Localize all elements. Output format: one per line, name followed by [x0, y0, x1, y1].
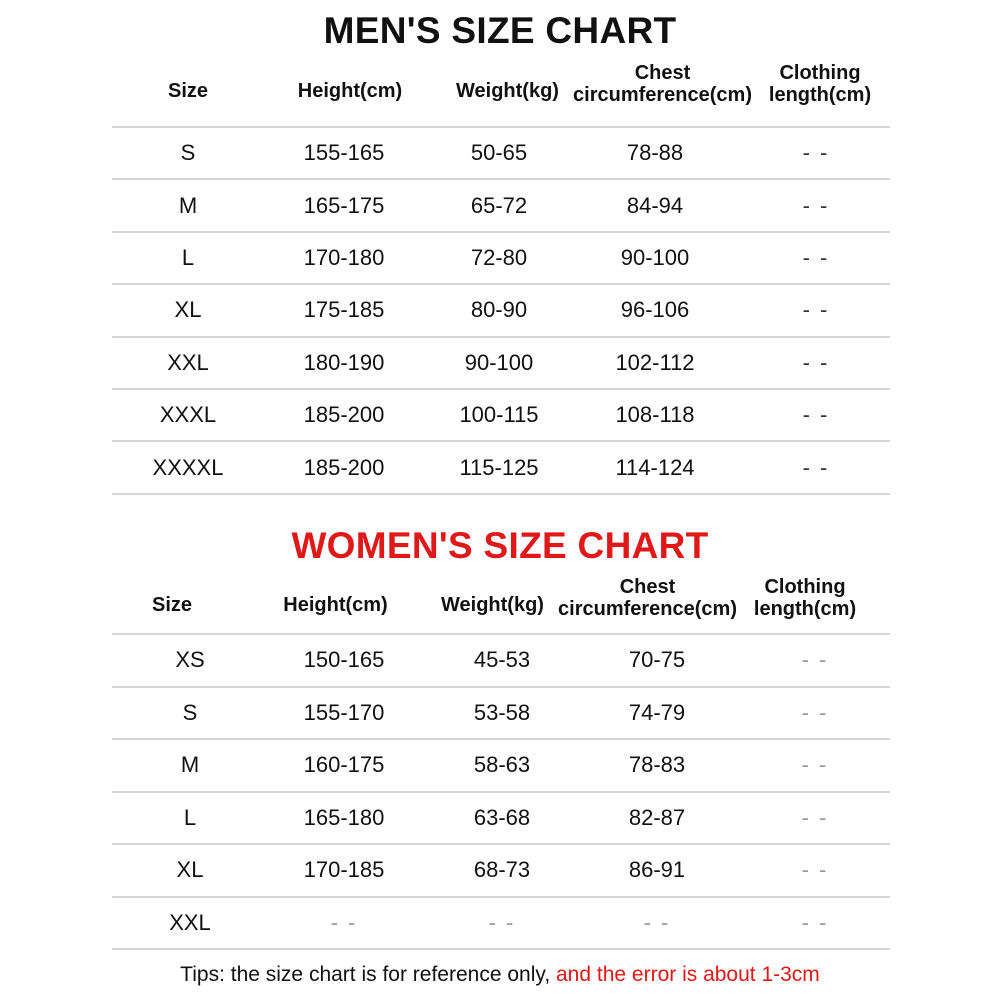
women-chart-title: WOMEN'S SIZE CHART: [291, 525, 709, 566]
men-cell-height: 175-185: [303, 297, 385, 323]
men-cell-size: XXXL: [159, 402, 217, 428]
women-cell-height: 160-175: [303, 752, 385, 778]
men-cell-weight: 65-72: [470, 192, 528, 218]
men-cell-size: XXL: [167, 349, 209, 375]
men-cell-height: 155-165: [303, 140, 385, 166]
men-header-size: Size: [167, 80, 209, 102]
row-divider: [112, 948, 890, 950]
men-cell-length: - -: [802, 349, 830, 375]
women-cell-weight: 58-63: [473, 752, 531, 778]
women-cell-height: 165-180: [303, 804, 385, 830]
men-cell-size: L: [181, 245, 195, 270]
women-cell-chest: 82-87: [628, 804, 686, 830]
women-cell-size: L: [183, 804, 197, 830]
men-header-chest: [560, 62, 765, 106]
women-cell-length: - -: [801, 909, 829, 935]
tips-note: [0, 963, 1000, 987]
women-cell-weight: 63-68: [473, 804, 531, 830]
women-cell-length: - -: [801, 857, 829, 883]
women-header-height: Height(cm): [283, 594, 388, 616]
women-cell-size: XXL: [169, 909, 211, 935]
men-cell-height: 170-180: [303, 245, 385, 270]
men-header-chest-line1: Chest: [634, 62, 691, 84]
women-cell-chest: - -: [643, 909, 671, 935]
row-divider: [112, 178, 890, 180]
women-cell-length: - -: [801, 699, 829, 725]
men-cell-chest: 114-124: [615, 454, 695, 480]
women-cell-chest: 78-83: [628, 752, 686, 778]
women-header-chest-line2: circumference(cm): [558, 598, 737, 620]
women-cell-length: - -: [801, 804, 829, 830]
row-divider: [112, 791, 890, 793]
men-cell-length: - -: [802, 402, 830, 428]
men-header-divider: [112, 126, 890, 128]
women-cell-size: S: [182, 699, 198, 725]
women-cell-chest: 86-91: [628, 857, 686, 883]
row-divider: [112, 388, 890, 390]
tips-highlight: and the error is about 1-3cm: [556, 963, 820, 986]
men-header-length-line2: length(cm): [768, 84, 872, 106]
men-cell-chest: 78-88: [626, 140, 684, 166]
women-cell-length: - -: [801, 647, 829, 673]
men-header-weight: Weight(kg): [456, 80, 559, 102]
women-cell-height: 150-165: [303, 647, 385, 673]
women-cell-length: - -: [801, 752, 829, 778]
men-cell-chest: 96-106: [620, 297, 690, 323]
men-cell-length: - -: [802, 192, 830, 218]
men-cell-weight: 80-90: [470, 297, 528, 323]
women-cell-chest: 74-79: [628, 699, 686, 725]
men-header-length-line1: Clothing: [779, 62, 861, 84]
men-cell-length: - -: [802, 140, 830, 166]
men-cell-chest: 90-100: [620, 245, 690, 270]
men-cell-height: 165-175: [303, 192, 385, 218]
tips-text: Tips: the size chart is for reference only,: [180, 963, 556, 986]
men-header-height: Height(cm): [297, 80, 403, 102]
women-header-weight: Weight(kg): [441, 594, 544, 616]
row-divider: [112, 493, 890, 495]
row-divider: [112, 440, 890, 442]
men-cell-weight: 100-115: [459, 402, 539, 428]
women-cell-chest: 70-75: [628, 647, 686, 673]
men-cell-height: 185-200: [303, 454, 385, 480]
men-cell-length: - -: [802, 297, 830, 323]
women-cell-size: XL: [176, 857, 204, 883]
men-cell-chest: 102-112: [615, 349, 695, 375]
women-header-size: Size: [151, 594, 193, 616]
men-cell-chest: 108-118: [615, 402, 695, 428]
women-header-length-line2: length(cm): [753, 598, 857, 620]
women-cell-size: XS: [175, 647, 205, 673]
men-cell-weight: 90-100: [464, 349, 534, 375]
row-divider: [112, 231, 890, 233]
row-divider: [112, 843, 890, 845]
men-cell-length: - -: [802, 454, 830, 480]
men-cell-height: 180-190: [303, 349, 385, 375]
men-cell-chest: 84-94: [626, 192, 684, 218]
women-cell-size: M: [180, 752, 200, 778]
men-cell-weight: 115-125: [459, 454, 539, 480]
men-cell-length: - -: [802, 245, 830, 270]
women-cell-height: 170-185: [303, 857, 385, 883]
men-cell-size: M: [178, 192, 198, 218]
women-cell-weight: 45-53: [473, 647, 531, 673]
men-cell-size: XL: [174, 297, 202, 323]
women-cell-weight: 68-73: [473, 857, 531, 883]
men-header-chest-line2: circumference(cm): [573, 84, 752, 106]
row-divider: [112, 896, 890, 898]
women-cell-height: - -: [330, 909, 358, 935]
men-cell-size: S: [180, 140, 196, 166]
women-header-chest: [545, 576, 750, 620]
row-divider: [112, 686, 890, 688]
men-cell-weight: 50-65: [470, 140, 528, 166]
men-cell-height: 185-200: [303, 402, 385, 428]
men-chart-title: MEN'S SIZE CHART: [323, 10, 677, 51]
women-header-length-line1: Clothing: [764, 576, 846, 598]
men-cell-weight: 72-80: [470, 245, 528, 270]
men-header-length: [755, 62, 885, 106]
women-cell-height: 155-170: [303, 699, 385, 725]
women-cell-weight: 53-58: [473, 699, 531, 725]
women-cell-weight: - -: [488, 909, 516, 935]
row-divider: [112, 336, 890, 338]
men-cell-size: XXXXL: [152, 454, 224, 480]
women-header-divider: [112, 633, 890, 635]
row-divider: [112, 738, 890, 740]
row-divider: [112, 283, 890, 285]
women-header-chest-line1: Chest: [619, 576, 676, 598]
women-header-length: [740, 576, 870, 620]
